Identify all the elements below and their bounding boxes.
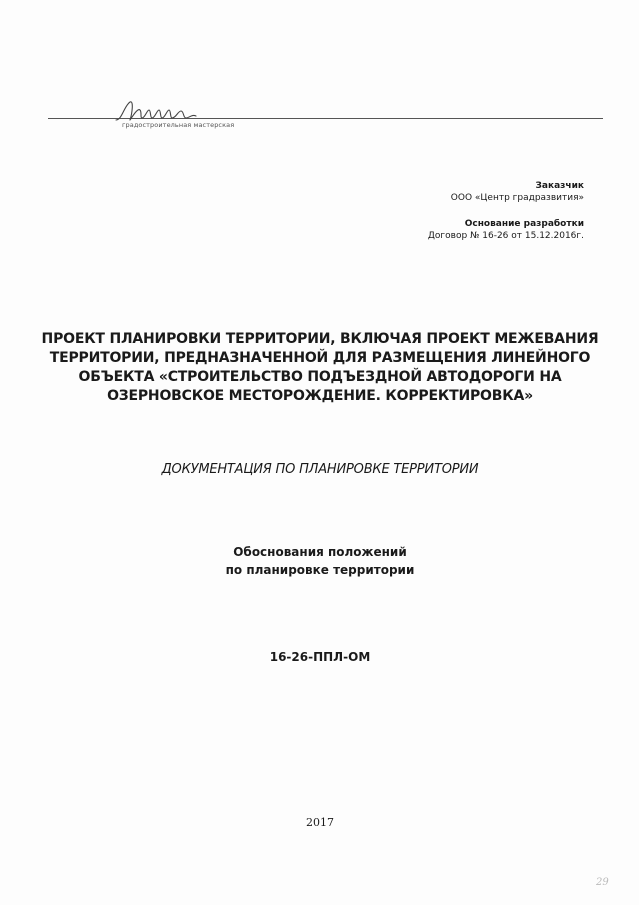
title-line: ОБЪЕКТА «СТРОИТЕЛЬСТВО ПОДЪЕЗДНОЙ АВТОДОРОГИ НА bbox=[78, 369, 562, 385]
page-number-mark: 29 bbox=[596, 877, 609, 888]
title-line: ТЕРРИТОРИИ, ПРЕДНАЗНАЧЕННОЙ ДЛЯ РАЗМЕЩЕНИЯ ЛИНЕЙНОГО bbox=[49, 350, 591, 366]
document-subtitle bbox=[40, 543, 600, 579]
title-line: ОЗЕРНОВСКОЕ МЕСТОРОЖДЕНИЕ. КОРРЕКТИРОВКА» bbox=[107, 388, 533, 404]
customer-value: ООО «Центр градразвития» bbox=[450, 193, 584, 203]
document-year: 2017 bbox=[306, 816, 334, 829]
title-line: ПРОЕКТ ПЛАНИРОВКИ ТЕРРИТОРИИ, ВКЛЮЧАЯ ПРОЕКТ МЕЖЕВАНИЯ bbox=[41, 331, 599, 347]
subtitle-line: Обоснования положений bbox=[233, 545, 407, 559]
customer-label: Заказчик bbox=[535, 181, 584, 191]
basis-label: Основание разработки bbox=[464, 219, 584, 229]
subtitle-line: по планировке территории bbox=[225, 563, 415, 577]
logo-subtitle: градостроительная мастерская bbox=[122, 121, 235, 129]
document-title bbox=[40, 330, 600, 406]
basis-block bbox=[428, 218, 584, 242]
document-code: 16-26-ППЛ-ОМ bbox=[269, 650, 371, 664]
basis-value: Договор № 16-26 от 15.12.2016г. bbox=[427, 231, 584, 241]
customer-block bbox=[451, 180, 584, 204]
document-type: ДОКУМЕНТАЦИЯ ПО ПЛАНИРОВКЕ ТЕРРИТОРИИ bbox=[161, 462, 479, 477]
